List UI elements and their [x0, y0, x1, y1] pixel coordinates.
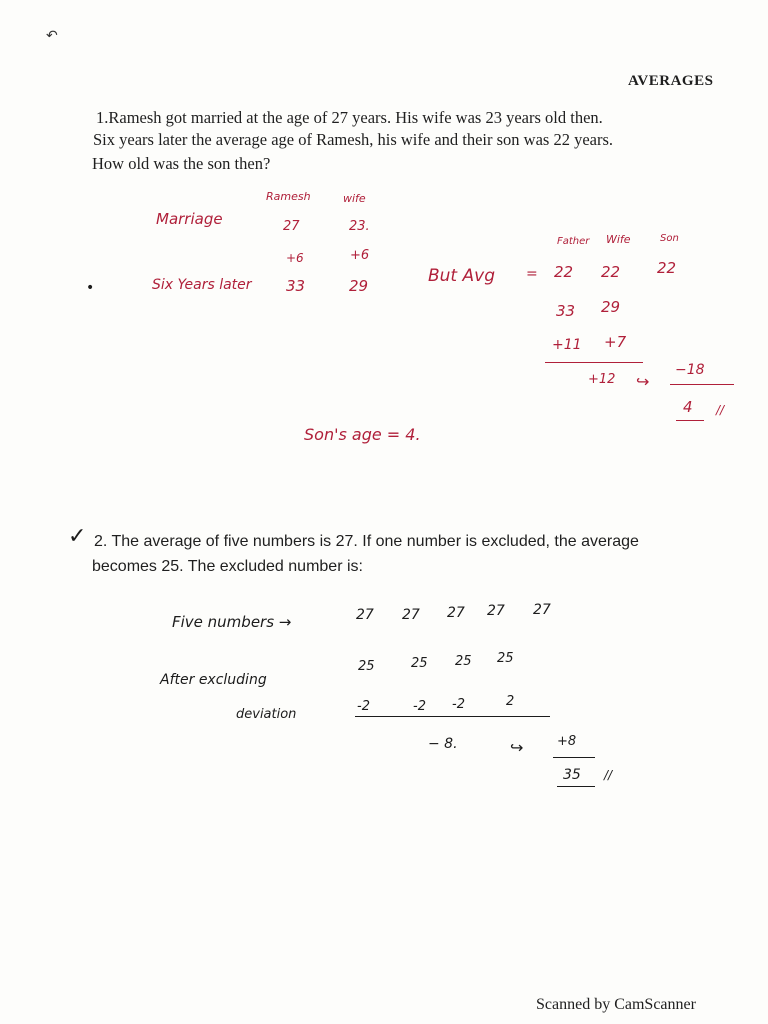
q2-plus: +8: [557, 734, 577, 749]
q2-dev-2: -2: [413, 699, 426, 714]
q2-five-3: 27: [447, 605, 465, 621]
q2-row-five: Five numbers →: [172, 613, 292, 631]
q1-col-father: Father: [557, 236, 590, 247]
q2-after-1: 25: [358, 659, 375, 674]
q1-line-3: How old was the son then?: [92, 154, 271, 173]
q2-result-underline: [557, 786, 595, 787]
q1-diff-wife: +7: [604, 333, 627, 351]
q1-later-ramesh: 33: [286, 277, 306, 295]
q2-total: − 8.: [428, 736, 458, 752]
q1-marriage-wife: 23.: [349, 219, 370, 234]
q2-result-line: [553, 757, 595, 758]
q2-row-after: After excluding: [160, 672, 267, 688]
q1-answer: Son's age = 4.: [304, 425, 421, 444]
q2-result: 35: [563, 767, 581, 783]
q1-avg-wife: 22: [601, 263, 621, 281]
q2-after-3: 25: [455, 654, 472, 669]
q1-sum-line: [545, 362, 643, 363]
q2-dev-3: -2: [452, 697, 465, 712]
q1-avg-son: 22: [657, 259, 677, 277]
q1-line-2: Six years later the average age of Ramesh, his wife and their son was 22 years.: [93, 130, 614, 149]
q1-arrow: ↪: [636, 372, 650, 391]
page-title: AVERAGES: [628, 73, 714, 89]
q2-five-2: 27: [402, 607, 420, 623]
q2-dev-4: 2: [506, 694, 515, 709]
q2-arrow: ↪: [510, 738, 524, 757]
q1-plus-wife: +6: [350, 248, 370, 263]
q2-sum-line: [355, 716, 550, 717]
q2-five-1: 27: [356, 607, 374, 623]
q2-five-5: 27: [533, 602, 551, 618]
q2-line-1: 2. The average of five numbers is 27. If one number is excluded, the average: [94, 533, 639, 550]
q2-after-4: 25: [497, 651, 514, 666]
q1-diff-father: +11: [552, 337, 582, 353]
q1-sum: +12: [588, 372, 616, 387]
q1-later-wife: 29: [349, 277, 369, 295]
q1-col-son: Son: [660, 233, 679, 244]
q1-but-avg: But Avg: [428, 266, 495, 286]
q2-row-dev: deviation: [236, 707, 297, 722]
q1-r2-father: 33: [556, 302, 576, 320]
q2-five-4: 27: [487, 603, 505, 619]
q2-dev-1: -2: [357, 699, 370, 714]
q2-line-2: becomes 25. The excluded number is:: [92, 558, 363, 575]
q2-check-mark: ✓: [68, 524, 87, 549]
q1-result: 4: [683, 398, 693, 416]
q1-line-1: 1.Ramesh got married at the age of 27 years. His wife was 23 years old then.: [96, 108, 603, 127]
q1-minus-18: −18: [675, 362, 705, 378]
bullet-dot: •: [86, 280, 95, 296]
q1-col-wife2: Wife: [606, 233, 631, 246]
q1-col-ramesh: Ramesh: [266, 190, 311, 203]
q1-marriage-ramesh: 27: [283, 219, 300, 234]
q1-r2-wife: 29: [601, 298, 621, 316]
q1-plus-ramesh: +6: [286, 251, 304, 265]
top-scribble: ↶: [46, 28, 58, 44]
q1-result-line: [670, 384, 734, 385]
q1-avg-father: 22: [554, 263, 574, 281]
scanner-footer: Scanned by CamScanner: [536, 996, 696, 1013]
q1-row-marriage: Marriage: [156, 210, 223, 228]
q1-col-wife: wife: [343, 192, 366, 205]
q2-result-mark: //: [604, 768, 613, 782]
q1-result-mark: //: [716, 403, 725, 417]
q2-after-2: 25: [411, 656, 428, 671]
q1-row-later: Six Years later: [152, 277, 252, 293]
q1-result-underline: [676, 420, 704, 421]
q1-equals: =: [526, 266, 538, 282]
